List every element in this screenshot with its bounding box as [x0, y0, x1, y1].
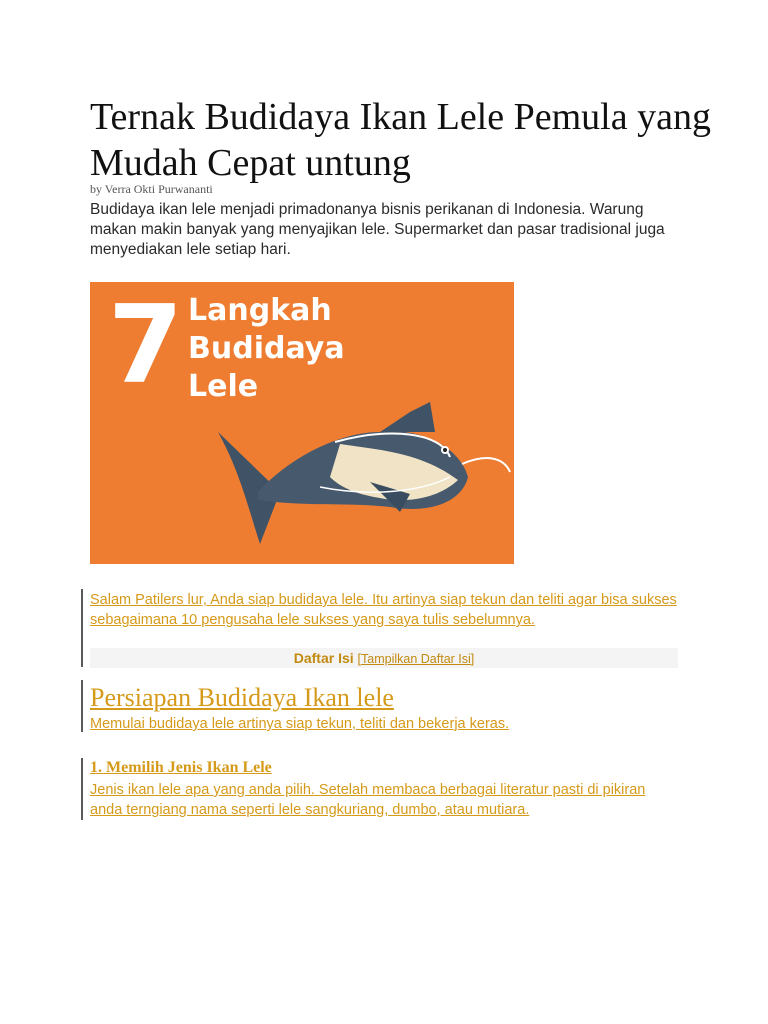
section-heading[interactable]: Persiapan Budidaya Ikan lele [90, 683, 394, 712]
hero-line-2: Budidaya [188, 331, 345, 366]
hero-line-3: Lele [188, 369, 259, 404]
toc-label: Daftar Isi [293, 650, 354, 666]
quote-bar [81, 589, 83, 667]
subsection-bar [81, 758, 83, 820]
table-of-contents [90, 648, 678, 668]
hero-image [90, 282, 514, 564]
subsection-link[interactable]: Jenis ikan lele apa yang anda pilih. Setelah membaca berbagai literatur pasti di pikiran anda terngiang nama seperti lele sangkuriang, dumbo, atau mutiara. [90, 782, 646, 818]
subsection-heading[interactable]: 1. Memilih Jenis Ikan Lele [90, 759, 272, 776]
section-bar [81, 680, 83, 732]
hero-number: 7 [108, 283, 184, 408]
greeting-link[interactable]: Salam Patilers lur, Anda siap budidaya lele. Itu artinya siap tekun dan teliti agar bisa sukses sebagaimana 10 pengusaha lele sukses yang saya tulis sebelumnya. [90, 592, 677, 628]
toc-toggle-link[interactable]: [Tampilkan Daftar Isi] [357, 652, 475, 666]
intro-paragraph: Budidaya ikan lele menjadi primadonanya bisnis perikanan di Indonesia. Warung makan makin banyak yang menyajikan lele. Supermarket dan pasar tradisional juga menyediakan lele setiap hari. [90, 201, 665, 258]
article-title: Ternak Budidaya Ikan Lele Pemula yang Mudah Cepat untung [90, 96, 711, 184]
byline: by Verra Okti Purwananti [90, 182, 213, 196]
hero-line-1: Langkah [188, 293, 332, 328]
section-link[interactable]: Memulai budidaya lele artinya siap tekun, teliti dan bekerja keras. [90, 716, 510, 732]
